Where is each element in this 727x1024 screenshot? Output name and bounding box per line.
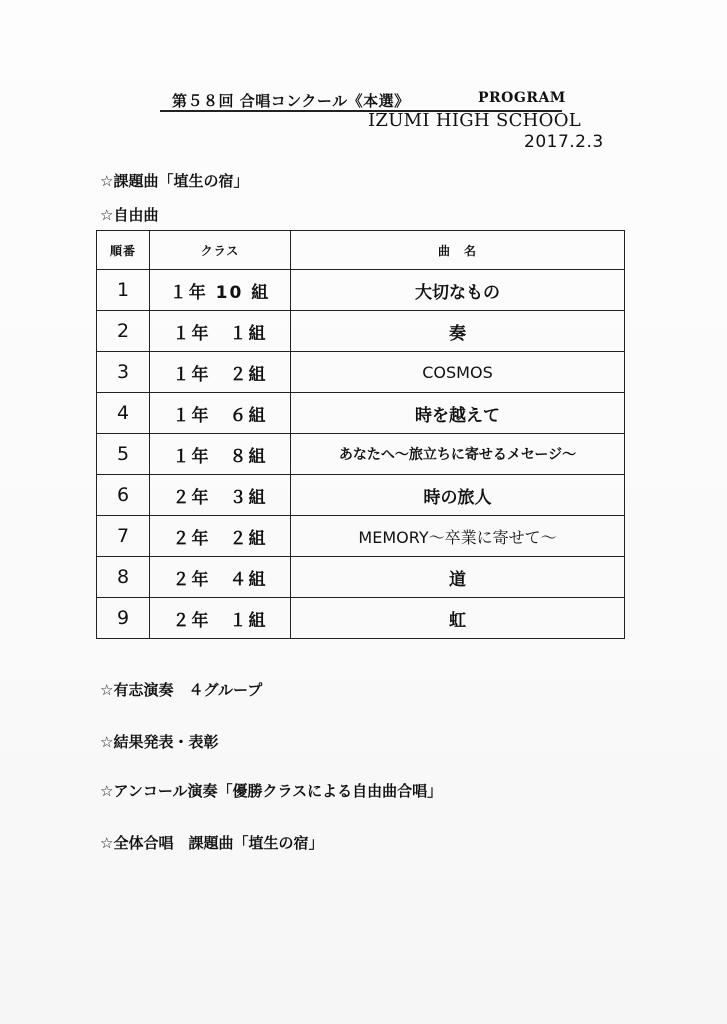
table-row [97,311,625,352]
column-header-class: クラス [150,231,291,270]
class-cell: １年 ２組 [150,352,291,393]
table-row [97,434,625,475]
column-header-song: 曲 名 [291,231,625,270]
set-piece-item: ☆課題曲「埴生の宿」 [100,172,249,190]
results-item: ☆結果発表・表彰 [100,733,219,751]
order-cell: 3 [97,352,150,393]
song-cell: 奏 [291,311,625,352]
song-cell: あなたへ～旅立ちに寄せるメセージ～ [291,434,625,475]
table-row [97,598,625,639]
class-cell: ２年 ４組 [150,557,291,598]
order-cell: 8 [97,557,150,598]
song-cell: 大切なもの [291,270,625,311]
class-cell: ２年 １組 [150,598,291,639]
song-cell: 虹 [291,598,625,639]
volunteer-performance-item: ☆有志演奏 ４グループ [100,681,263,699]
class-cell: １年 ８組 [150,434,291,475]
program-label: PROGRAM [478,90,566,106]
column-header-order: 順番 [97,231,150,270]
song-cell: 時の旅人 [291,475,625,516]
encore-item: ☆アンコール演奏「優勝クラスによる自由曲合唱」 [100,782,443,800]
table-row [97,475,625,516]
free-piece-table [96,230,625,639]
order-cell: 1 [97,270,150,311]
table-row [97,393,625,434]
order-cell: 2 [97,311,150,352]
concert-title: 第５８回 合唱コンクール《本選》 [172,92,410,110]
title-line [160,88,566,112]
song-cell: 時を越えて [291,393,625,434]
class-cell: １年 １組 [150,311,291,352]
class-cell: ２年 ２組 [150,516,291,557]
table-row [97,516,625,557]
class-cell: ２年 ３組 [150,475,291,516]
school-name: IZUMI HIGH SCHOOL [368,110,582,131]
table-header-row [97,231,625,270]
order-cell: 5 [97,434,150,475]
order-cell: 6 [97,475,150,516]
table-row [97,270,625,311]
order-cell: 9 [97,598,150,639]
class-cell: １年 ６組 [150,393,291,434]
class-cell: １年 10 組 [150,270,291,311]
concert-date: 2017.2.3 [524,132,604,152]
table-row [97,352,625,393]
all-choir-item: ☆全体合唱 課題曲「埴生の宿」 [100,834,324,852]
song-cell: 道 [291,557,625,598]
free-piece-item: ☆自由曲 [100,206,159,224]
song-cell: COSMOS [291,352,625,393]
order-cell: 4 [97,393,150,434]
table-row [97,557,625,598]
song-cell: MEMORY～卒業に寄せて～ [291,516,625,557]
order-cell: 7 [97,516,150,557]
